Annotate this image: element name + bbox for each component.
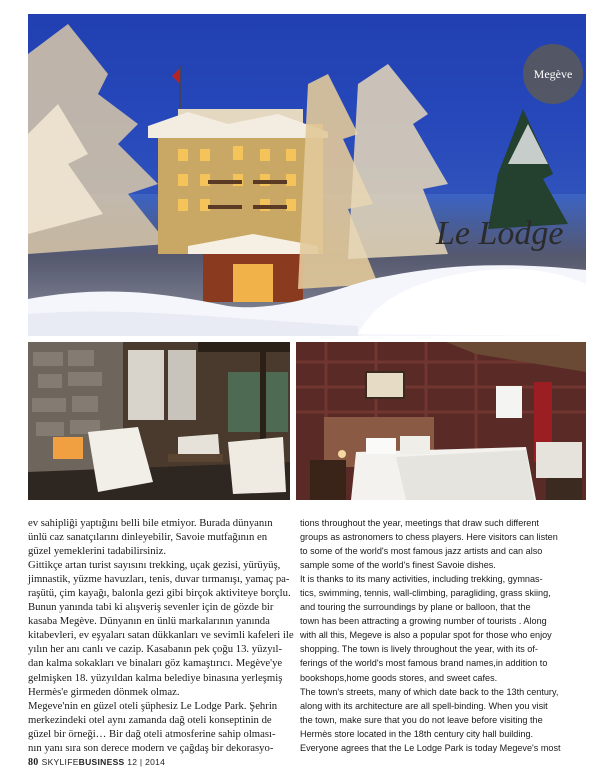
tr-line: ev sahipliği yaptığını belli bile etmiyor. Burada dünyanın [28,517,273,529]
page-footer [28,757,165,768]
en-line: along with its architecture are all spell-binding. When you visit [300,700,548,711]
english-text-column [300,516,572,755]
tr-line: Gittikçe artan turist sayısını trekking, uçak gezisi, yürüyüş, [28,559,281,572]
en-line: town has been attracting a growing number of tourists . Along [300,616,547,627]
en-line: with all this, Megeve is also a popular spot for those who enjoy [300,630,552,641]
en-line: tions throughout the year, meetings that draw such different [300,518,539,528]
en-line: It is thanks to its many activities, including trekking, gymnas- [300,574,543,585]
tr-line: raşütü, çim kayağı, balonla gezi gibi birçok aktiviteye borçlu. [28,587,291,600]
le-lodge-sign: Le Lodge [436,215,564,252]
en-line: tics, swimming, tennis, wall-climbing, paragliding, grass skiing, [300,588,551,599]
tr-line: kitabevleri, ev eşyaları satan dükkanları ve sevimli kafeleri ile [28,629,294,642]
en-line: ferings of the world's most famous brand names,in addition to [300,658,548,669]
en-line: to some of the world's most famous jazz artists and can also [300,546,543,557]
tr-line: ünlü caz sanatçılarını dinleyebilir, Savoie mutfağının en [28,531,268,544]
location-badge: Megève [523,44,583,104]
tr-line: nın yanı sıra son derece modern ve çağdaş bir dekorasyo- [28,741,274,754]
bedroom-photo [296,342,586,500]
tr-line: merkezindeki otel aynı zamanda dağ oteli konseptinin de [28,713,272,726]
en-line: sample some of the world's finest Savoie dishes. [300,560,496,571]
tr-line: Megeve'nin en güzel oteli şüphesiz Le Lodge Park. Şehrin [28,699,278,712]
page-number: 80 [28,757,39,768]
lounge-illustration [28,342,290,500]
magazine-name-bold: BUSINESS [78,757,125,767]
tr-line: güzel bir örneği… Bir dağ oteli atmosferine sahip olması- [28,727,276,740]
en-line: groups as astronomers to chess players. Here visitors can listen [300,532,558,543]
tr-line: yılın her anı canlı ve cazip. Kasabanın pek çoğu 13. yüzyıl- [28,643,283,656]
issue-date: 12 | 2014 [127,757,166,767]
en-line: Everyone agrees that the Le Lodge Park is today Megeve's most [300,742,561,753]
tr-line: jimnastik, yüzme havuzları, tenis, duvar tırmanışı, yamaç pa- [28,573,290,586]
tr-line: Bunun yanında tabi ki alışveriş sevenler için de gözde bir [28,601,274,614]
lounge-photo [28,342,290,500]
magazine-name: SKYLIFE [41,757,79,767]
tr-line: güzel yemeklerini tadabilirsiniz. [28,545,166,558]
turkish-text-column [28,516,296,755]
en-line: shopping. The town is lively throughout the year, with its of- [300,644,538,655]
en-line: bookshops,home goods stores, and sweet cafes. [300,672,498,683]
tr-line: gelmişken 18. yüzyıldan kalma belediye binasına yerleşmiş [28,671,283,684]
hero-photo [28,14,586,336]
tr-line: kasaba Megève. Dünyanın en ünlü markalarının yanında [28,615,270,628]
en-line: The town's streets, many of which date back to the 13th century, [300,686,559,697]
en-line: the town, make sure that you do not leave before visiting the [300,714,543,725]
en-line: and touring the surroundings by plane or balloon, that the [300,602,531,613]
tr-line: dan kalma sokakları ve binaları göz kamaştırıcı. Megève'ye [28,657,283,670]
tr-line: Hermès'e girmeden dönmek olmaz. [28,685,180,698]
bedroom-illustration [296,342,586,500]
hotel-exterior-illustration [28,14,586,336]
en-line: Hermès store located in the 18th century city hall building. [300,728,534,739]
